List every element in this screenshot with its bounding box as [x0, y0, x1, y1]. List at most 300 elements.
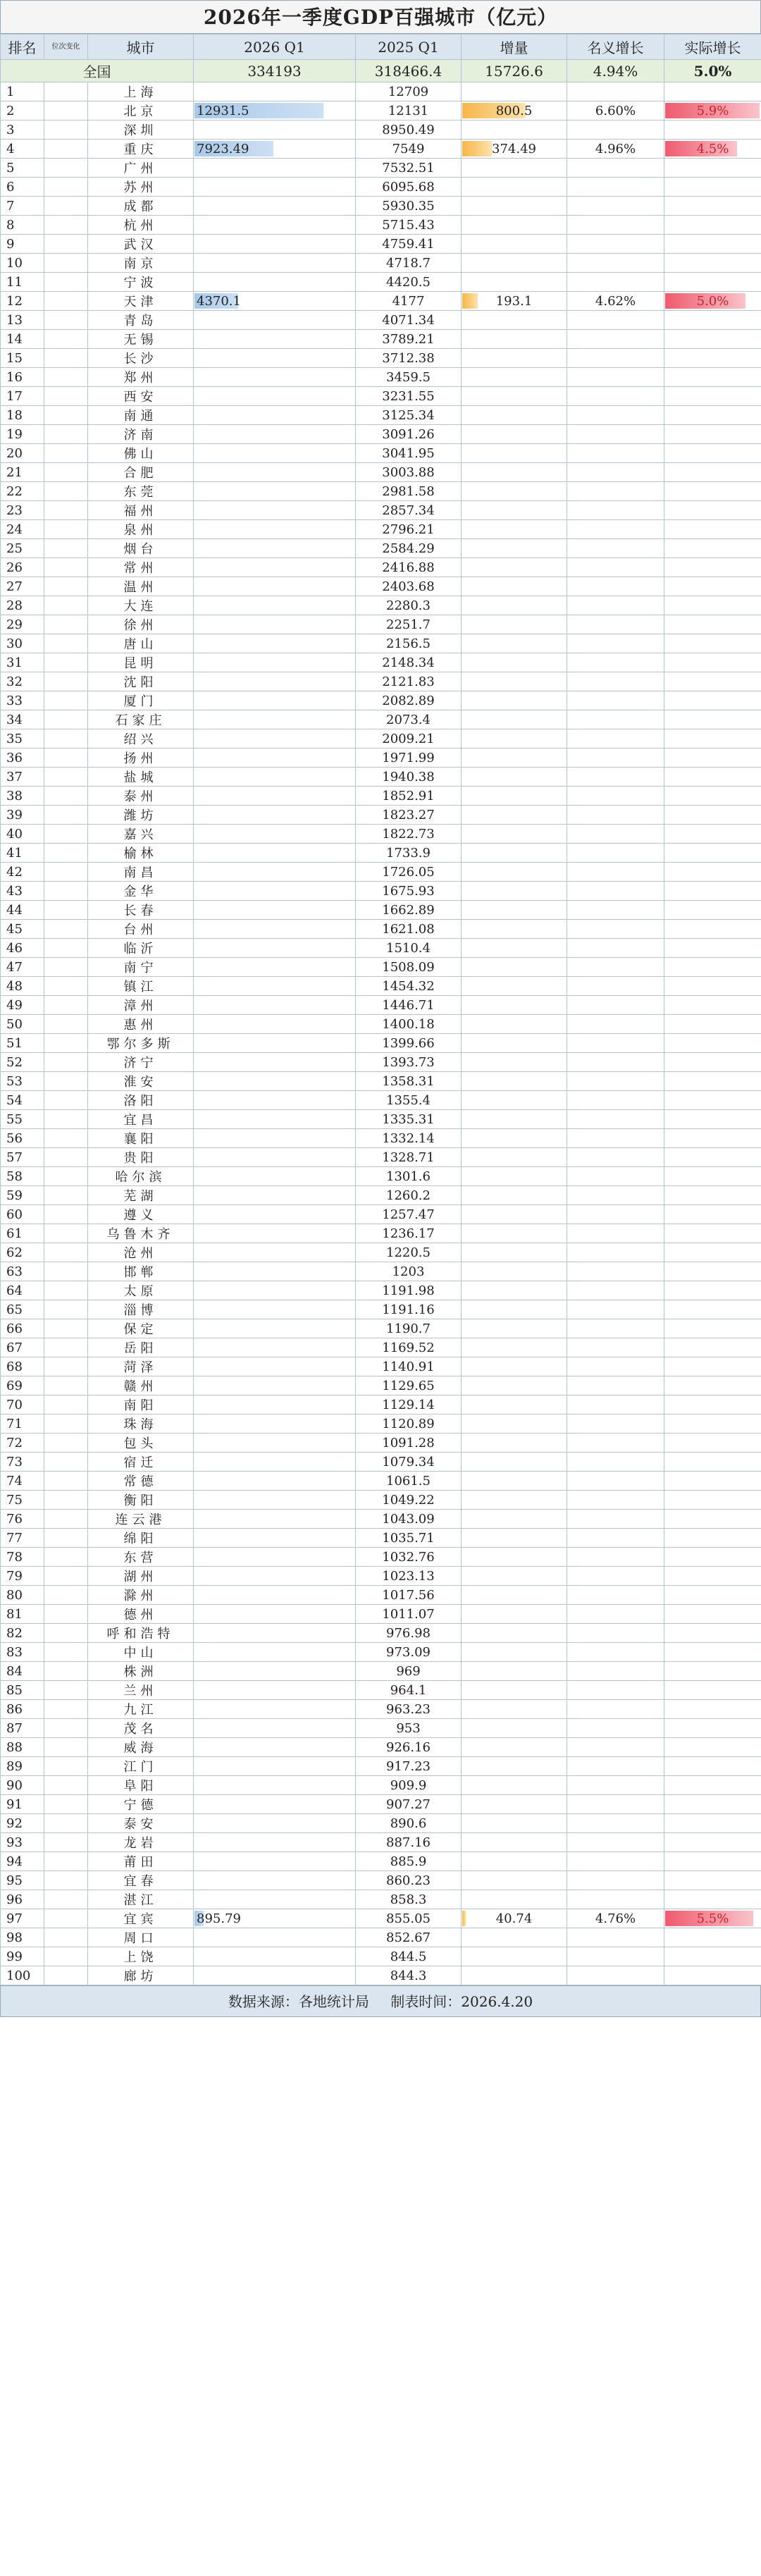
increase-cell: [462, 1852, 567, 1871]
rank-cell: [1, 1947, 44, 1966]
change-cell: [44, 140, 88, 159]
table-row: [1, 996, 761, 1015]
city-cell: [88, 1281, 194, 1300]
city-cell-text: 盐城: [123, 770, 158, 785]
nominal-growth-cell: [567, 729, 664, 748]
increase-cell: [462, 482, 567, 501]
real-growth-cell-text: 5.9%: [696, 103, 729, 118]
table-row: [1, 501, 761, 520]
q1-2025-cell-text: 953: [396, 1720, 421, 1736]
nominal-growth-cell: [567, 1376, 664, 1395]
increase-cell: [462, 1472, 567, 1491]
q1-2025-cell: [356, 1719, 462, 1738]
increase-cell: [462, 273, 567, 292]
q1-2025-cell: [356, 558, 462, 577]
city-cell: [88, 235, 194, 254]
increase-cell: [462, 1319, 567, 1338]
nominal-growth-cell: [567, 1795, 664, 1814]
real-growth-cell: [664, 806, 761, 825]
increase-cell: [462, 121, 567, 140]
table-row: [1, 1719, 761, 1738]
change-cell: [44, 1072, 88, 1091]
real-growth-cell: [664, 254, 761, 273]
table-row: [1, 710, 761, 729]
table-row: [1, 1738, 761, 1757]
rank-cell: [1, 1852, 44, 1871]
q1-2025-cell: [356, 768, 462, 787]
change-cell: [44, 863, 88, 882]
change-cell: [44, 501, 88, 520]
change-cell: [44, 634, 88, 653]
q1-2025-cell: [356, 596, 462, 615]
real-growth-cell: [664, 996, 761, 1015]
q1-2025-cell-text: 1236.17: [382, 1226, 435, 1241]
nominal-growth-cell: [567, 1205, 664, 1224]
nominal-growth-cell: [567, 1548, 664, 1567]
q1-2026-cell: [194, 1281, 356, 1300]
real-growth-cell: [664, 1281, 761, 1300]
q1-2025-cell-text: 1940.38: [382, 769, 435, 784]
change-cell: [44, 1662, 88, 1681]
q1-2025-cell: [356, 140, 462, 159]
rank-cell: [1, 1243, 44, 1262]
nominal-growth-cell: [567, 1415, 664, 1434]
rank-cell-text: 55: [6, 1111, 23, 1127]
rank-cell-text: 76: [6, 1511, 23, 1527]
city-cell-text: 惠州: [123, 1018, 158, 1033]
city-cell: [88, 292, 194, 311]
q1-2025-cell-text: 2280.3: [386, 598, 431, 613]
nominal-growth-cell: [567, 1852, 664, 1871]
q1-2026-cell: [194, 463, 356, 482]
nominal-growth-cell: [567, 920, 664, 939]
q1-2026-cell: [194, 292, 356, 311]
q1-2026-cell: [194, 1662, 356, 1681]
change-cell: [44, 1338, 88, 1357]
change-cell: [44, 539, 88, 558]
city-cell-text: 嘉兴: [123, 827, 158, 842]
real-growth-cell: [664, 729, 761, 748]
city-cell-text: 宿迁: [123, 1455, 158, 1470]
nominal-growth-cell: [567, 1338, 664, 1357]
rank-cell: [1, 1224, 44, 1243]
table-row: [1, 425, 761, 444]
city-cell: [88, 1529, 194, 1548]
q1-2025-cell-text: 1043.09: [382, 1511, 435, 1527]
real-growth-cell: [664, 1053, 761, 1072]
city-cell-text: 合肥: [123, 466, 158, 481]
city-cell-text: 济南: [123, 428, 158, 443]
change-cell: [44, 1453, 88, 1472]
rank-cell: [1, 768, 44, 787]
rank-cell: [1, 1662, 44, 1681]
nominal-growth-cell: [567, 1319, 664, 1338]
increase-cell: [462, 1053, 567, 1072]
q1-2025-cell-text: 3041.95: [382, 445, 435, 461]
q1-2025-cell-text: 2148.34: [382, 655, 435, 670]
city-cell-text: 上海: [123, 85, 158, 100]
q1-2025-cell-text: 1120.89: [382, 1416, 435, 1431]
table-row: [1, 1795, 761, 1814]
rank-cell: [1, 1814, 44, 1833]
increase-cell-text: 374.49: [492, 141, 536, 156]
real-growth-cell: [664, 1871, 761, 1890]
q1-2025-cell-text: 7532.51: [382, 160, 435, 175]
increase-cell: [462, 1776, 567, 1795]
change-cell: [44, 387, 88, 406]
q1-2026-cell: [194, 1605, 356, 1624]
q1-2025-cell: [356, 406, 462, 425]
rank-cell: [1, 1167, 44, 1186]
increase-cell: [462, 1757, 567, 1776]
rank-cell-text: 44: [6, 902, 23, 918]
real-growth-cell: [664, 159, 761, 178]
rank-cell-text: 29: [6, 617, 23, 632]
city-cell-text: 泰州: [123, 789, 158, 804]
change-cell: [44, 1091, 88, 1110]
city-cell-text: 重庆: [123, 142, 158, 157]
q1-2025-cell-text: 1140.91: [382, 1359, 435, 1374]
city-cell: [88, 444, 194, 463]
rank-cell: [1, 330, 44, 349]
rank-cell-text: 23: [6, 503, 23, 518]
q1-2026-cell: [194, 501, 356, 520]
increase-bar: [462, 141, 492, 156]
q1-2026-cell: [194, 1338, 356, 1357]
table-row: [1, 1453, 761, 1472]
table-body: [1, 35, 761, 1985]
q1-2026-cell: [194, 939, 356, 958]
increase-cell: [462, 920, 567, 939]
real-growth-cell: [664, 1491, 761, 1510]
q1-2026-cell: [194, 82, 356, 101]
q1-2025-cell-text: 1332.14: [382, 1130, 435, 1146]
city-cell-text: 泉州: [123, 523, 158, 538]
rank-cell: [1, 1319, 44, 1338]
city-cell: [88, 387, 194, 406]
change-cell: [44, 235, 88, 254]
increase-cell: [462, 1814, 567, 1833]
increase-cell: [462, 1510, 567, 1529]
increase-cell: [462, 1719, 567, 1738]
real-growth-cell: [664, 1909, 761, 1928]
q1-2026-cell: [194, 748, 356, 768]
real-growth-cell: [664, 958, 761, 977]
city-cell: [88, 463, 194, 482]
rank-cell: [1, 1928, 44, 1947]
q1-2025-cell: [356, 1871, 462, 1890]
table-row: [1, 939, 761, 958]
real-growth-cell: [664, 1681, 761, 1700]
q1-2025-cell: [356, 710, 462, 729]
rank-cell: [1, 463, 44, 482]
city-cell: [88, 1300, 194, 1319]
q1-2025-cell-text: 890.6: [390, 1816, 427, 1831]
city-cell: [88, 406, 194, 425]
q1-2025-cell-text: 2156.5: [386, 636, 431, 651]
change-cell: [44, 292, 88, 311]
change-cell: [44, 1757, 88, 1776]
nominal-growth-cell: [567, 368, 664, 387]
rank-cell: [1, 1757, 44, 1776]
nominal-growth-cell: [567, 1300, 664, 1319]
real-growth-cell: [664, 273, 761, 292]
table-row: [1, 920, 761, 939]
rank-cell-text: 6: [6, 179, 15, 195]
q1-2026-cell: [194, 1015, 356, 1034]
change-cell: [44, 1434, 88, 1453]
rank-cell: [1, 216, 44, 235]
rank-cell-text: 77: [6, 1530, 23, 1546]
change-cell: [44, 1376, 88, 1395]
q1-2025-cell-text: 844.3: [390, 1968, 427, 1983]
rank-cell-text: 52: [6, 1054, 23, 1070]
real-growth-cell: [664, 1015, 761, 1034]
q1-2025-cell-text: 12131: [388, 103, 429, 118]
nominal-growth-cell: [567, 1510, 664, 1529]
q1-2025-cell: [356, 197, 462, 216]
change-cell: [44, 1053, 88, 1072]
q1-2025-cell-text: 2082.89: [382, 693, 435, 708]
q1-2025-cell-text: 2981.58: [382, 483, 435, 499]
rank-cell-text: 99: [6, 1949, 23, 1964]
city-cell: [88, 596, 194, 615]
q1-2025-cell-text: 3003.88: [382, 464, 435, 480]
nominal-growth-cell: [567, 1262, 664, 1281]
table-row: [1, 748, 761, 768]
change-cell: [44, 958, 88, 977]
q1-2025-cell-text: 1852.91: [382, 788, 435, 803]
table-row: [1, 691, 761, 710]
increase-cell: [462, 101, 567, 121]
q1-2025-cell-text: 1733.9: [386, 845, 431, 861]
q1-2025-cell: [356, 882, 462, 901]
increase-cell: [462, 1833, 567, 1852]
city-cell-text: 绍兴: [123, 732, 158, 747]
q1-2026-cell: [194, 1719, 356, 1738]
table-row: [1, 1909, 761, 1928]
increase-cell: [462, 1224, 567, 1243]
table-row: [1, 349, 761, 368]
rank-cell-text: 42: [6, 864, 23, 880]
change-cell: [44, 787, 88, 806]
city-cell-text: 贵阳: [123, 1151, 158, 1166]
increase-cell: [462, 1586, 567, 1605]
nominal-growth-cell: [567, 615, 664, 634]
rank-cell: [1, 1262, 44, 1281]
q1-2025-cell: [356, 977, 462, 996]
city-cell-text: 赣州: [123, 1379, 158, 1394]
q1-2025-cell: [356, 1510, 462, 1529]
city-cell-text: 唐山: [123, 637, 158, 652]
increase-cell: [462, 425, 567, 444]
q1-2025-cell-text: 1129.14: [382, 1397, 435, 1412]
rank-cell-text: 45: [6, 921, 23, 937]
increase-cell: [462, 596, 567, 615]
q1-2025-cell: [356, 311, 462, 330]
rank-cell-text: 13: [6, 312, 23, 328]
q1-2025-cell-text: 2073.4: [386, 712, 431, 727]
table-row: [1, 254, 761, 273]
increase-cell: [462, 1567, 567, 1586]
increase-cell: [462, 311, 567, 330]
q1-2026-cell: [194, 482, 356, 501]
table-row: [1, 235, 761, 254]
real-growth-cell: [664, 1338, 761, 1357]
q1-2026-cell: [194, 1776, 356, 1795]
q1-2025-cell: [356, 577, 462, 596]
rank-cell-text: 85: [6, 1682, 23, 1698]
q1-2025-cell: [356, 1357, 462, 1376]
q1-2025-cell-text: 887.16: [386, 1835, 431, 1850]
q1-2025-cell-text: 852.67: [386, 1930, 431, 1945]
q1-2026-cell: [194, 197, 356, 216]
change-cell: [44, 1871, 88, 1890]
table-row: [1, 463, 761, 482]
rank-cell-text: 14: [6, 331, 23, 347]
city-cell-text: 芜湖: [123, 1189, 158, 1204]
city-cell-text: 南宁: [123, 961, 158, 975]
city-cell: [88, 672, 194, 691]
q1-2026-cell: [194, 672, 356, 691]
real-growth-cell: [664, 1529, 761, 1548]
city-cell: [88, 1186, 194, 1205]
q1-2025-cell: [356, 121, 462, 140]
rank-cell-text: 37: [6, 769, 23, 784]
q1-2025-cell-text: 4718.7: [386, 255, 431, 271]
nominal-growth-cell: [567, 996, 664, 1015]
city-cell: [88, 520, 194, 539]
q1-2026-cell-text: 895.79: [197, 1911, 241, 1926]
q1-2025-cell-text: 1662.89: [382, 902, 435, 918]
city-cell: [88, 1491, 194, 1510]
q1-2025-cell: [356, 691, 462, 710]
q1-2025-cell: [356, 844, 462, 863]
q1-2026-cell: [194, 653, 356, 672]
q1-2026-cell: [194, 1205, 356, 1224]
city-cell: [88, 691, 194, 710]
nominal-growth-cell: [567, 482, 664, 501]
q1-2025-cell: [356, 1738, 462, 1757]
city-cell-text: 金华: [123, 885, 158, 899]
rank-cell: [1, 1434, 44, 1453]
change-cell: [44, 1567, 88, 1586]
city-cell-text: 北京: [123, 104, 158, 119]
increase-cell: [462, 901, 567, 920]
rank-cell: [1, 1491, 44, 1510]
q1-2025-cell: [356, 1281, 462, 1300]
city-cell-text: 湛江: [123, 1893, 158, 1908]
nominal-growth-cell: [567, 1700, 664, 1719]
increase-cell: [462, 1453, 567, 1472]
real-growth-cell: [664, 387, 761, 406]
q1-2025-cell-text: 3712.38: [382, 350, 435, 366]
city-cell-text: 兰州: [123, 1684, 158, 1699]
nominal-growth-cell: [567, 825, 664, 844]
q1-2026-cell: [194, 729, 356, 748]
q1-2025-cell-text: 4177: [392, 293, 425, 309]
rank-cell-text: 27: [6, 579, 23, 594]
q1-2025-cell-text: 907.27: [386, 1797, 431, 1812]
increase-cell: [462, 1395, 567, 1415]
rank-cell: [1, 653, 44, 672]
change-cell: [44, 1586, 88, 1605]
rank-cell-text: 18: [6, 407, 23, 423]
city-cell: [88, 1395, 194, 1415]
increase-cell: [462, 1205, 567, 1224]
rank-cell-text: 63: [6, 1264, 23, 1279]
q1-2025-cell-text: 3231.55: [382, 388, 435, 404]
nominal-growth-cell: [567, 1167, 664, 1186]
table-footer: [0, 1985, 761, 2017]
table-row: [1, 1776, 761, 1795]
rank-cell: [1, 1719, 44, 1738]
rank-cell-text: 1: [6, 84, 15, 99]
q1-2025-cell: [356, 920, 462, 939]
city-cell: [88, 920, 194, 939]
q1-2026-cell: [194, 1167, 356, 1186]
city-cell-text: 沈阳: [123, 675, 158, 690]
rank-cell: [1, 1453, 44, 1472]
increase-cell: [462, 1624, 567, 1643]
table-row: [1, 121, 761, 140]
real-growth-cell: [664, 825, 761, 844]
rank-cell: [1, 1015, 44, 1034]
footer-source: 数据来源：各地统计局: [228, 1993, 369, 2010]
city-cell-text: 南阳: [123, 1398, 158, 1413]
q1-2025-cell: [356, 1833, 462, 1852]
table-row: [1, 1871, 761, 1890]
q1-2025-cell: [356, 1300, 462, 1319]
rank-cell-text: 92: [6, 1816, 23, 1831]
q1-2025-cell: [356, 1015, 462, 1034]
q1-2025-cell-text: 7549: [392, 141, 425, 156]
increase-cell: [462, 520, 567, 539]
q1-2026-cell: [194, 863, 356, 882]
nominal-growth-cell: [567, 254, 664, 273]
change-cell: [44, 729, 88, 748]
real-growth-cell: [664, 368, 761, 387]
nominal-growth-cell: [567, 292, 664, 311]
table-row: [1, 406, 761, 425]
nominal-growth-cell: [567, 406, 664, 425]
real-growth-cell: [664, 101, 761, 121]
city-cell: [88, 1643, 194, 1662]
increase-cell: [462, 1966, 567, 1985]
rank-cell: [1, 1510, 44, 1529]
nominal-growth-cell: [567, 1129, 664, 1148]
rank-cell: [1, 558, 44, 577]
city-cell-text: 宁德: [123, 1798, 158, 1813]
increase-cell: [462, 1376, 567, 1395]
nominal-growth-cell: [567, 101, 664, 121]
real-growth-cell: [664, 330, 761, 349]
city-cell-text: 淮安: [123, 1075, 158, 1090]
rank-cell: [1, 406, 44, 425]
change-cell: [44, 1472, 88, 1491]
q1-2025-cell-text: 1049.22: [382, 1492, 435, 1508]
q1-2025-cell-text: 1726.05: [382, 864, 435, 880]
increase-bar: [462, 1911, 466, 1926]
table-row: [1, 1224, 761, 1243]
q1-2026-cell: [194, 958, 356, 977]
change-cell: [44, 1243, 88, 1262]
increase-cell: [462, 1357, 567, 1376]
table-row: [1, 311, 761, 330]
change-cell: [44, 406, 88, 425]
city-cell-text: 石家庄: [115, 713, 166, 728]
q1-2025-cell: [356, 539, 462, 558]
